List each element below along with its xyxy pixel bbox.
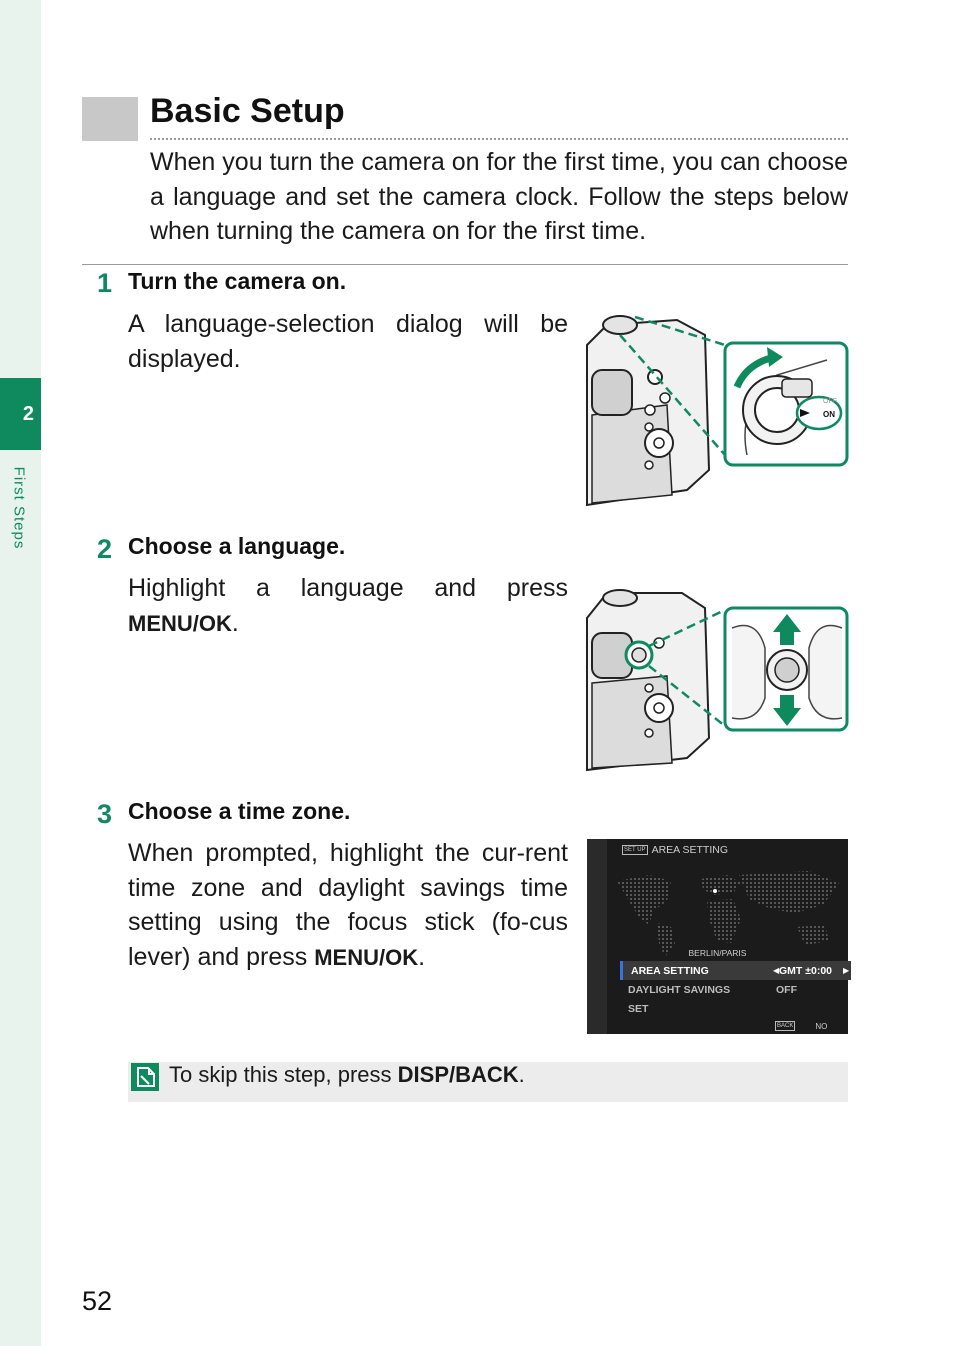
page-title: Basic Setup	[150, 92, 345, 130]
city-label: BERLIN/PARIS	[688, 948, 747, 958]
intro-text: When you turn the camera on for the first time, you can choose a language and set the camera clock. Follow the steps below when turning the camera on for the first time.	[150, 148, 848, 245]
note-text-before: To skip this step, press	[169, 1062, 398, 1087]
screen-header	[622, 844, 728, 856]
footer-label: NO	[815, 1021, 828, 1031]
menu-row-value: OFF	[776, 983, 797, 996]
left-arrow-icon: ◀	[773, 966, 780, 975]
setup-icon: SET UP	[624, 847, 646, 853]
menu-row-label: DAYLIGHT SAVINGS	[628, 983, 731, 996]
steps-divider	[82, 264, 848, 265]
step-2-text	[128, 571, 568, 641]
step-2-text-before: Highlight a language and press	[128, 574, 568, 602]
page-number: 52	[82, 1286, 113, 1316]
note-text	[169, 1060, 525, 1090]
menu-row-set[interactable]	[620, 999, 848, 1018]
screen-footer	[775, 1021, 827, 1031]
title-divider	[150, 138, 848, 140]
camera-focus-stick-illustration	[587, 588, 848, 770]
note-icon	[131, 1063, 159, 1091]
title-block	[82, 97, 138, 141]
chapter-label-text: First Steps	[10, 466, 28, 550]
camera-power-switch-illustration	[587, 305, 848, 505]
step-2-key: MENU/OK	[128, 610, 232, 636]
back-icon: BACK	[777, 1023, 794, 1029]
right-arrow-icon: ▶	[843, 966, 850, 975]
step-3-text-before: When prompted, highlight the cur-rent time zone and daylight savings time setting using the focus stick (fo-cus lever) and press	[128, 839, 568, 971]
note-key: DISP/BACK	[397, 1062, 519, 1087]
chapter-tab	[0, 378, 41, 450]
step-2-text-after: .	[231, 608, 239, 637]
step-2-title: Choose a language.	[128, 533, 346, 559]
step-3-number: 3	[97, 799, 113, 829]
step-1-text: A language-selection dialog will be displayed.	[128, 310, 568, 373]
step-1-title: Turn the camera on.	[128, 268, 347, 294]
step-1-number: 1	[97, 268, 113, 298]
menu-row-label: AREA SETTING	[631, 964, 709, 977]
world-map	[609, 861, 848, 961]
menu-row-area-setting[interactable]	[620, 961, 851, 980]
menu-row-label: SET	[628, 1002, 649, 1015]
chapter-label	[8, 458, 30, 558]
step-3-key: MENU/OK	[314, 944, 419, 970]
step-2-number: 2	[97, 534, 113, 564]
selected-city-marker	[713, 889, 717, 893]
switch-on-label: ON	[823, 410, 835, 419]
step-3-text	[128, 836, 568, 975]
menu-row-value: GMT ±0:00	[779, 964, 833, 977]
power-dial	[603, 316, 637, 334]
step-3-title: Choose a time zone.	[128, 798, 351, 824]
chapter-sidebar	[0, 0, 41, 1346]
note-text-after: .	[518, 1062, 525, 1087]
chapter-number: 2	[22, 402, 34, 425]
screen-left-bar	[587, 839, 607, 1034]
area-setting-screen	[587, 839, 848, 1034]
menu-row-daylight-savings[interactable]	[620, 980, 848, 999]
screen-header-text: AREA SETTING	[651, 844, 728, 856]
switch-off-label: OFF	[823, 398, 837, 405]
step-3-text-after: .	[418, 942, 426, 971]
